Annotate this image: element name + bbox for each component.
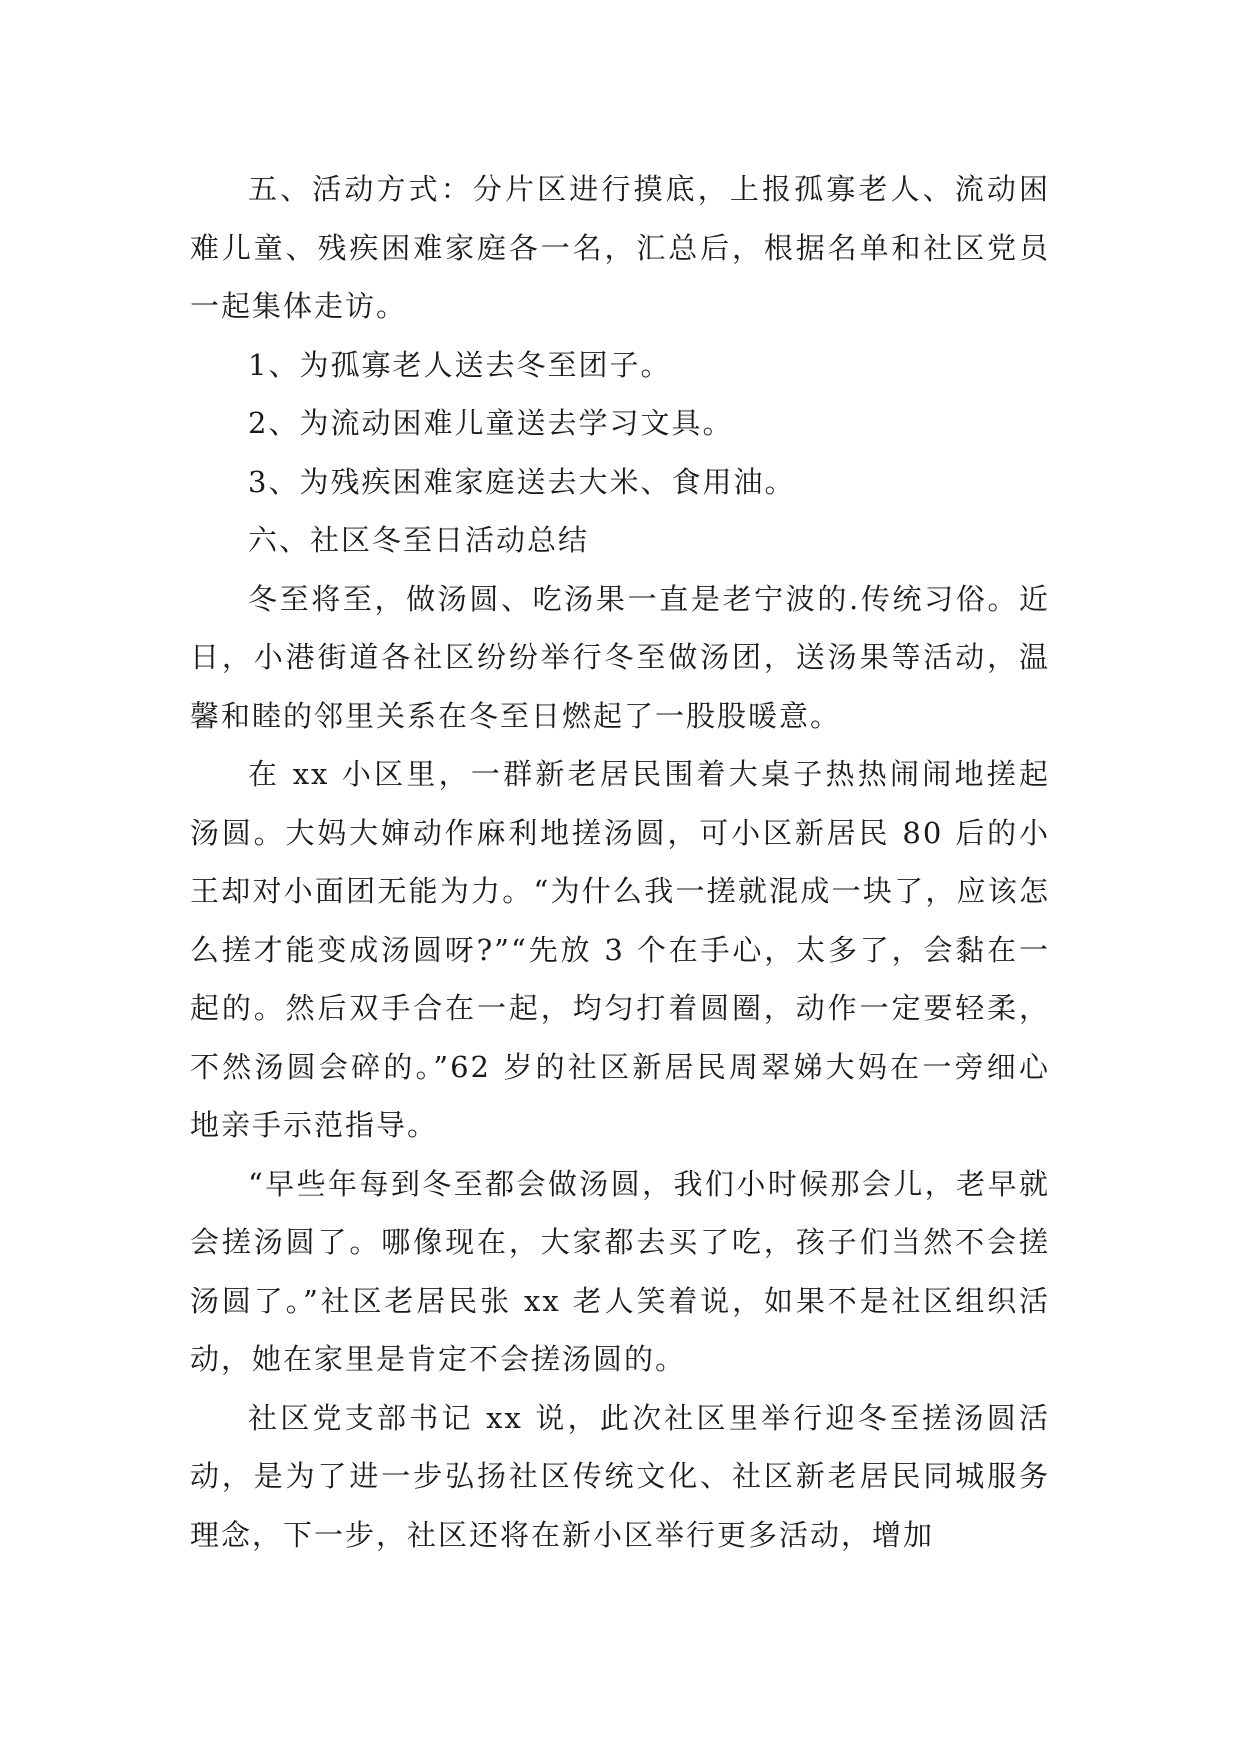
paragraph-elder-quote: “早些年每到冬至都会做汤圆，我们小时候那会儿，老早就会搓汤圆了。哪像现在，大家都去买了吃，孩子们当然不会搓汤圆了。”社区老居民张 xx 老人笑着说，如果不是社区组织活动，她在家里是肯定不会搓汤圆的。 [190, 1166, 1050, 1376]
list-item-children: 2、为流动困难儿童送去学习文具。 [248, 406, 734, 440]
section-heading-summary: 六、社区冬至日活动总结 [248, 523, 590, 557]
list-item-elderly: 1、为孤寡老人送去冬至团子。 [248, 347, 672, 382]
paragraph-party-secretary: 社区党支部书记 xx 说，此次社区里举行迎冬至搓汤圆活动，是为了进一步弘扬社区传统文化、社区新老居民同城服务理念，下一步，社区还将在新小区举行更多活动，增加 [190, 1400, 1050, 1552]
paragraph-making-tangyuan: 在 xx 小区里，一群新老居民围着大桌子热热闹闹地搓起汤圆。大妈大婶动作麻利地搓汤圆，可小区新居民 80 后的小王却对小面团无能为力。“为什么我一搓就混成一块了，应该怎么搓才能变成汤圆呀?”“先放 3 个在手心，太多了，会黏在一起的。然后双手合在一起，均匀打着圆圈，动作一定要轻柔，不然汤圆会碎的。”62 岁的社区新居民周翠娣大妈在一旁细心地亲手示范指导。 [190, 757, 1050, 1142]
list-item-disabled-families: 3、为残疾困难家庭送去大米、食用油。 [248, 464, 796, 499]
document-body [190, 160, 1050, 1564]
paragraph-winter-solstice-intro: 冬至将至，做汤圆、吃汤果一直是老宁波的.传统习俗。近日，小港街道各社区纷纷举行冬至做汤团，送汤果等活动，温馨和睦的邻里关系在冬至日燃起了一股股暖意。 [190, 581, 1050, 733]
paragraph-activity-method: 五、活动方式：分片区进行摸底，上报孤寡老人、流动困难儿童、残疾困难家庭各一名，汇总后，根据名单和社区党员一起集体走访。 [190, 172, 1050, 323]
